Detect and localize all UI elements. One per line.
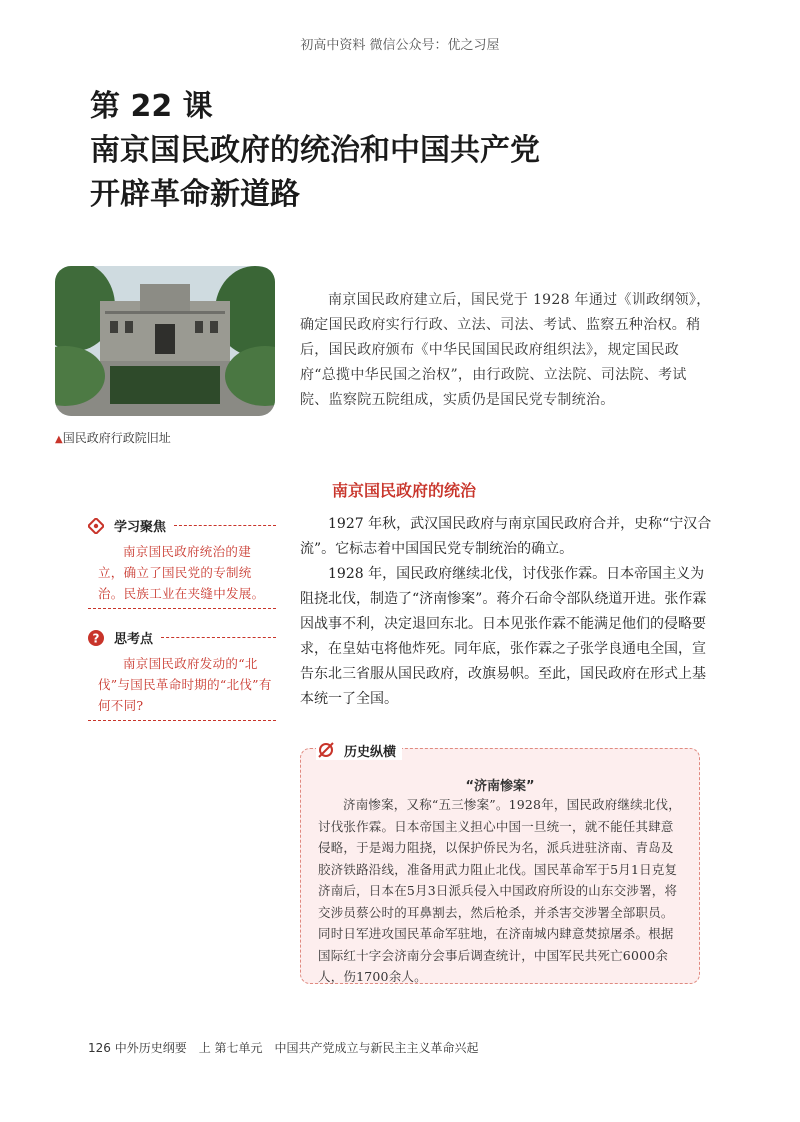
paragraph: 1927 年秋，武汉国民政府与南京国民政府合并，史称“宁汉合流”。它标志着中国国民党专制统治的确立。: [300, 516, 712, 557]
title-line-2: 开辟革命新道路: [90, 177, 300, 212]
svg-text:?: ?: [92, 631, 100, 645]
intro-paragraph: 南京国民政府建立后，国民党于 1928 年通过《训政纲领》，确定国民政府实行行政、立法、司法、考试、监察五种治权。稍后，国民政府颁布《中华民国国民政府组织法》，规定国民政府“总揽中华民国之治权”，由行政院、立法院、司法院、考试院、监察院五院组成，实质仍是国民党专制统治。: [300, 292, 711, 408]
history-box-tag: 历史纵横: [316, 740, 402, 760]
study-focus-text: 南京国民政府统治的建立，确立了国民党的专制统治。民族工业在夹缝中发展。: [98, 544, 265, 601]
section-title: 南京国民政府的统治: [332, 481, 477, 500]
lesson-number: 第 22 课: [90, 89, 213, 124]
history-box-title: “济南惨案”: [465, 779, 535, 794]
history-scroll-icon: [316, 740, 336, 760]
page-header: 初高中资料 微信公众号：优之习屋: [300, 38, 500, 53]
question-icon: [88, 630, 104, 646]
triangle-icon: ▲: [55, 434, 63, 445]
study-focus-header: 学习聚焦: [88, 516, 276, 535]
paragraph: 1928 年，国民政府继续北伐，讨伐张作霖。日本帝国主义为阻挠北伐，制造了“济南惨案”。蒋介石命令部队绕道开进。张作霖因战事不利，决定退回东北。日本见张作霖不能满足他们的侵略要求，在皇姑屯将他炸死。同年底，张作霖之子张学良通电全国，宣告东北三省服从国民政府，改旗易帜。至此，国民政府在形式上基本统一了全国。: [300, 566, 707, 707]
title-line-1: 南京国民政府的统治和中国共产党: [90, 133, 540, 168]
study-focus-box: [88, 516, 276, 609]
government-building-photo: [55, 266, 275, 416]
photo-caption: ▲国民政府行政院旧址: [55, 431, 171, 445]
page-footer: 126 中外历史纲要 上 第七单元 中国共产党成立与新民主主义革命兴起: [88, 1041, 479, 1055]
think-point-text: 南京国民政府发动的“北伐”与国民革命时期的“北伐”有何不同?: [98, 656, 272, 713]
lesson-title: [90, 85, 540, 217]
think-point-header: ? 思考点: [88, 628, 276, 647]
think-point-box: [88, 628, 276, 721]
main-text: [300, 512, 712, 712]
history-box-text: 济南惨案，又称“五三惨案”。1928年，国民政府继续北伐，讨伐张作霖。日本帝国主义担心中国一旦统一，就不能任其肆意侵略，于是竭力阻挠，以保护侨民为名，派兵进驻济南、青岛及胶济铁路沿线，准备用武力阻止北伐。国民革命军于5月1日克复济南后，日本在5月3日派兵侵入中国政府所设的山东交涉署，将交涉员蔡公时的耳鼻割去，然后枪杀，并杀害交涉署全部职员。同时日军进攻国民革命军驻地，在济南城内肆意焚掠屠杀。根据国际红十字会济南分会事后调查统计，中国军民共死亡6000余人，伤1700余人。: [318, 797, 681, 984]
diamond-target-icon: [88, 518, 104, 534]
